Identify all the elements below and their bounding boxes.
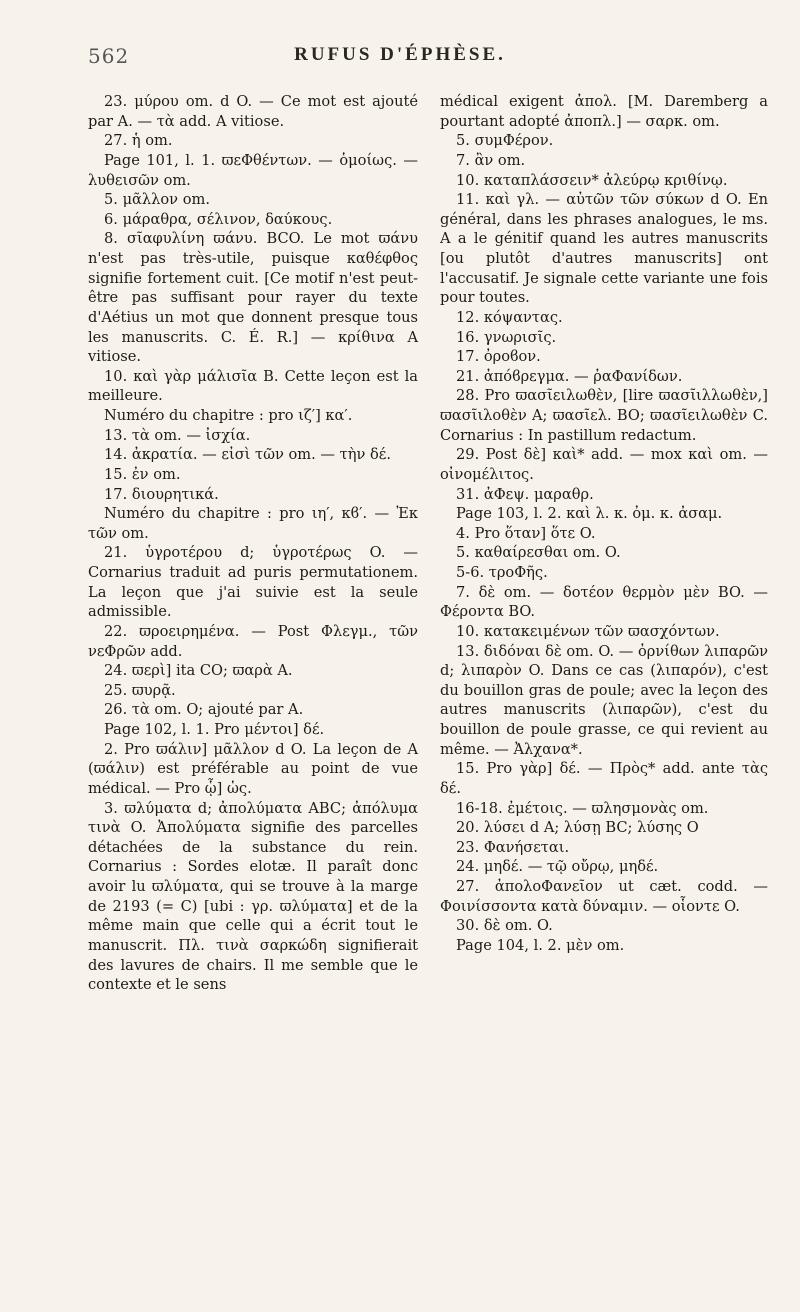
critical-note: 27. ἀπολοΦανεῖον ut cæt. codd. — Φοινίσσοντα κατὰ δύναμιν. — οἷοντε O. [440, 878, 768, 915]
critical-note: 11. καὶ γλ. — αὐτῶν τῶν σύκων d O. En général, dans les phrases analogues, le ms. A a le génitif quand les autres manuscrits [ou plutôt d'autres manuscrits] ont l'accusatif. Je signale cette variante une fois pour toutes. [440, 191, 768, 307]
critical-note: 14. ἀκρατία. — εἰσὶ τῶν om. — τὴν δέ. [104, 446, 391, 464]
critical-note: Page 104, l. 2. μὲν om. [456, 936, 625, 954]
running-head: RUFUS D'ÉPHÈSE. [294, 44, 506, 65]
critical-note: 7. δὲ om. — δοτέον θερμὸν μὲν BO. — Φέροντα BO. [440, 583, 768, 621]
critical-note: 13. διδόναι δὲ om. O. — ὀρνίθων λιπαρῶν d; λιπαρὸν O. Dans ce cas (λιπαρόν), c'est du bouillon gras de poule; avec la leçon des autres manuscrits (λιπαρῶν), c'est du bouillon de poule grasse, ce qui revient au même. — Ἀλχανα*. [440, 642, 768, 758]
critical-note: 6. μάραθρα, σέλινον, δαύκους. [104, 210, 333, 228]
critical-note: 8. σῖαφυλίνη ϖάνυ. BCO. Le mot ϖάνυ n'est pas très-utile, puisque καθέφθος signifie fortement cuit. [Ce motif n'est peut-être pas suffisant pour rayer du texte d'Aétius un mot que donnent presque tous les manuscrits. C. É. R.] — κρίθινα A vitiose. [88, 230, 418, 366]
critical-note: Numéro du chapitre : pro ιζ′] κα′. [104, 407, 353, 424]
critical-note: 23. Φανήσεται. [456, 838, 570, 856]
critical-note: 10. καταπλάσσειν* ἀλεύρῳ κριθίνῳ. [456, 171, 728, 189]
critical-note: 24. ϖερὶ] ita CO; ϖαρὰ A. [104, 662, 293, 680]
critical-note: 30. δὲ om. O. [456, 917, 553, 935]
critical-note: 29. Post δὲ] καὶ* add. — mox καὶ om. — οἰνομέλιτος. [440, 446, 768, 483]
critical-note: 16-18. ἐμέτοις. — ϖλησμονὰς om. [456, 799, 709, 817]
page-header [0, 44, 800, 74]
critical-note: 16. γνωρισῖς. [456, 328, 557, 346]
critical-note: 23. μύρου om. d O. — Ce mot est ajouté par A. — τὰ add. A vitiose. [88, 93, 418, 130]
page-number: 562 [88, 44, 130, 68]
critical-note: 26. τὰ om. O; ajouté par A. [104, 701, 304, 719]
critical-note: 2. Pro ϖάλιν] μᾶλλον d O. La leçon de A (ϖάλιν) est préférable au point de vue médical. — Pro ᾧ] ὡς. [88, 740, 418, 797]
critical-note: 25. ϖυρᾷ. [104, 681, 176, 699]
critical-note: 13. τὰ om. — ἰσχία. [104, 426, 251, 444]
critical-note: Numéro du chapitre : pro ιη′, κϐ′. — Ἐκ τῶν om. [88, 505, 418, 542]
critical-note: 5. καθαίρεσθαι om. O. [456, 544, 621, 562]
critical-note: 10. κατακειμένων τῶν ϖασχόντων. [456, 622, 720, 640]
critical-note: 21. ἀπόϐρεγμα. — ῥαΦανίδων. [456, 367, 683, 385]
critical-note: 12. κόψαντας. [456, 308, 563, 326]
critical-note: 5-6. τροΦῆς. [456, 564, 548, 581]
critical-note: 17. διουρητικά. [104, 485, 219, 503]
critical-note: 3. ϖλύματα d; ἀπολύματα ABC; ἀπόλυμα τινὰ O. Ἀπολύματα signifie des parcelles détachées de la substance du rein. Cornarius : Sordes elotæ. Il paraît donc avoir lu ϖλύματα, qui se trouve à la marge de 2193 (= C) [ubi : γρ. ϖλύματα] et de la même main que celle qui a écrit tout le manuscrit. Πλ. τινὰ σαρκώδη signifierait des lavures de chairs. Il me semble que le contexte et le sens [88, 799, 418, 994]
critical-note: 27. ἡ om. [104, 132, 173, 150]
left-column-notes [88, 92, 418, 995]
critical-note: 10. καὶ γὰρ μάλισῖα B. Cette leçon est la meilleure. [88, 367, 418, 405]
critical-note: 31. ἀΦεψ. μαραθρ. [456, 485, 594, 503]
critical-note: 5. συμΦέρον. [456, 132, 554, 150]
critical-note: 7. ἂν om. [456, 151, 526, 169]
critical-note: Page 102, l. 1. Pro μέντοι] δέ. [104, 721, 325, 738]
critical-note: 22. ϖροειρημένα. — Post Φλεγμ., τῶν νεΦρῶν add. [88, 622, 418, 660]
critical-note: 21. ὑγροτέρου d; ὑγροτέρως O. — Cornarius traduit ad puris permutationem. La leçon que j'ai suivie est la seule admissible. [88, 544, 418, 621]
critical-note: 15. ἐν om. [104, 465, 181, 483]
critical-note: 17. ὀροϐον. [456, 348, 541, 366]
critical-note: 20. λύσει d A; λύσῃ BC; λύσης O [456, 819, 699, 837]
critical-note: 4. Pro ὅταν] ὅτε O. [456, 524, 596, 542]
critical-note: Page 101, l. 1. ϖεΦθέντων. — ὁμοίως. — λυθεισῶν om. [88, 151, 418, 189]
critical-note: Page 103, l. 2. καὶ λ. κ. ὀμ. κ. ἀσαμ. [456, 505, 723, 523]
critical-note: médical exigent ἀπολ. [M. Daremberg a pourtant adopté ἀποπλ.] — σαρκ. om. [440, 93, 768, 130]
critical-note: 15. Pro γὰρ] δέ. — Πρὸς* add. ante τὰς δέ. [440, 760, 768, 797]
critical-note: 5. μᾶλλον om. [104, 191, 210, 209]
critical-note: 28. Pro ϖασῖειλωθὲν, [lire ϖασῖιλλωθὲν,] ϖασῖιλοθὲν A; ϖασῖελ. BO; ϖασῖειλωθὲν C. Cornarius : In pastillum redactum. [440, 387, 768, 444]
critical-note: 24. μηδέ. — τῷ οὔρῳ, μηδέ. [456, 858, 659, 876]
right-column-notes [440, 92, 768, 956]
